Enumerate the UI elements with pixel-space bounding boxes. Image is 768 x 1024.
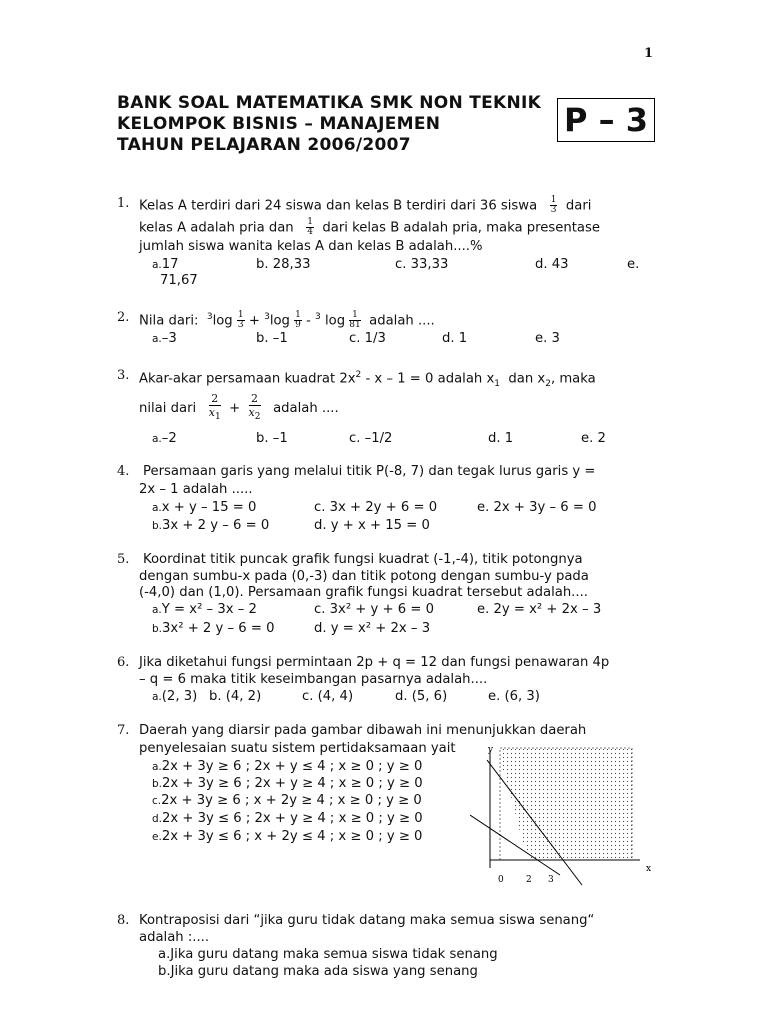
q7-option-c: c.2x + 3y ≥ 6 ; x + 2y ≥ 4 ; x ≥ 0 ; y ≥ 0 <box>152 793 422 808</box>
q8-line-1: Kontraposisi dari “jika guru tidak datang maka semua siswa senang“ <box>139 913 595 928</box>
q2-option-d: d. 1 <box>442 331 468 346</box>
q7-option-d: d.2x + 3y ≤ 6 ; 2x + y ≥ 4 ; x ≥ 0 ; y ≥ 0 <box>152 811 423 826</box>
q4-line-2: 2x – 1 adalah ..... <box>139 482 253 497</box>
q7-line-1: Daerah yang diarsir pada gambar dibawah ini menunjukkan daerah <box>139 723 587 738</box>
q6-line-2: – q = 6 maka titik keseimbangan pasarnya adalah.... <box>139 672 488 687</box>
graph-label-0: 0 <box>498 875 504 885</box>
q7-option-b: b.2x + 3y ≥ 6 ; 2x + y ≥ 4 ; x ≥ 0 ; y ≥ 0 <box>152 776 423 791</box>
q1-option-e: e. <box>627 257 640 272</box>
q3-option-c: c. –1/2 <box>349 431 393 446</box>
page-number: 1 <box>644 46 654 61</box>
q8-option-a: a.Jika guru datang maka semua siswa tidak senang <box>158 947 498 962</box>
graph-label-3: 3 <box>548 875 554 885</box>
q3-line-1: Akar-akar persamaan kuadrat $2x^2 - x - 1 = 0$ adalah $x_1$ dan $x_2$, maka <box>139 370 596 390</box>
q7-option-a: a.2x + 3y ≥ 6 ; 2x + y ≤ 4 ; x ≥ 0 ; y ≥ 0 <box>152 759 423 774</box>
q6-option-e: e. (6, 3) <box>488 689 540 704</box>
q2-option-c: c. 1/3 <box>349 331 386 346</box>
q1-option-b: b. 28,33 <box>256 257 311 272</box>
q5-option-b: b.3x² + 2 y – 6 = 0 <box>152 621 275 636</box>
q1-line-1: Kelas A terdiri dari 24 siswa dan kelas B terdiri dari 36 siswa $\frac{1}{3}$ dari <box>139 195 592 215</box>
q3-option-e: e. 2 <box>581 431 606 446</box>
q5-line-2: dengan sumbu-x pada (0,-3) dan titik potong dengan sumbu-y pada <box>139 569 589 584</box>
q6-option-d: d. (5, 6) <box>395 689 448 704</box>
q5-option-c: c. 3x² + y + 6 = 0 <box>314 602 435 617</box>
q4-number: 4. <box>117 464 130 479</box>
q2-line-1: Nila dari: $^3$log $\frac{1}{3}$ + $^3$log $\frac{1}{9}$ - $^3$ log $\frac{1}{81}$ adalah .... <box>139 309 435 330</box>
q3-line-2: nilai dari $\frac{2}{x_1}$ + $\frac{2}{x_2}$ adalah .... <box>139 391 339 423</box>
q1-fraction-2: $\frac{1}{4}$ <box>307 217 313 237</box>
q6-line-1: Jika diketahui fungsi permintaan 2p + q = 12 dan fungsi penawaran 4p <box>139 655 610 670</box>
q6-option-c: c. (4, 4) <box>302 689 354 704</box>
q7-number: 7. <box>117 723 130 738</box>
q4-option-b: b.3x + 2 y – 6 = 0 <box>152 518 270 533</box>
q5-line-3: (-4,0) dan (1,0). Persamaan grafik fungsi kuadrat tersebut adalah.... <box>139 585 588 600</box>
q2-option-a: a.–3 <box>152 331 177 346</box>
q5-option-a: a.Y = x² – 3x – 2 <box>152 602 257 617</box>
q2-option-b: b. –1 <box>256 331 288 346</box>
paper-code-box: P – 3 <box>557 98 655 142</box>
q1-fraction-1: $\frac{1}{3}$ <box>550 195 557 215</box>
q1-option-a: a.17 <box>152 257 179 272</box>
graph-label-2: 2 <box>526 875 532 885</box>
q4-option-e: e. 2x + 3y – 6 = 0 <box>477 500 597 515</box>
q8-line-2: adalah :.... <box>139 930 210 945</box>
graph-x-label: x <box>646 864 652 874</box>
header-line-1: BANK SOAL MATEMATIKA SMK NON TEKNIK <box>117 93 542 113</box>
q7-line-2: penyelesaian suatu sistem pertidaksamaan yait <box>139 741 456 756</box>
q4-option-a: a.x + y – 15 = 0 <box>152 500 257 515</box>
q4-line-1: Persamaan garis yang melalui titik P(-8, 7) dan tegak lurus garis y = <box>143 464 596 479</box>
q6-option-b: b. (4, 2) <box>209 689 262 704</box>
q6-option-a: a.(2, 3) <box>152 689 198 704</box>
header-line-3: TAHUN PELAJARAN 2006/2007 <box>117 135 411 155</box>
q3-option-a: a.–2 <box>152 431 177 446</box>
q6-number: 6. <box>117 655 130 670</box>
q7-option-e: e.2x + 3y ≤ 6 ; x + 2y ≤ 4 ; x ≥ 0 ; y ≥ 0 <box>152 829 423 844</box>
q4-option-c: c. 3x + 2y + 6 = 0 <box>314 500 438 515</box>
q3-option-d: d. 1 <box>488 431 514 446</box>
q5-number: 5. <box>117 552 130 567</box>
q1-line-3: jumlah siswa wanita kelas A dan kelas B adalah....% <box>139 239 483 254</box>
q1-number: 1. <box>117 196 130 211</box>
q1-option-e-value: 71,67 <box>160 273 198 288</box>
q8-number: 8. <box>117 913 130 928</box>
header-line-2: KELOMPOK BISNIS – MANAJEMEN <box>117 114 441 134</box>
q1-option-d: d. 43 <box>535 257 569 272</box>
q5-option-e: e. 2y = x² + 2x – 3 <box>477 602 602 617</box>
q3-number: 3. <box>117 368 130 383</box>
q3-option-b: b. –1 <box>256 431 288 446</box>
q4-option-d: d. y + x + 15 = 0 <box>314 518 430 533</box>
q1-option-c: c. 33,33 <box>395 257 449 272</box>
graph-y-label: y <box>488 745 494 755</box>
q2-number: 2. <box>117 310 130 325</box>
q2-option-e: e. 3 <box>535 331 560 346</box>
q5-line-1: Koordinat titik puncak grafik fungsi kuadrat (-1,-4), titik potongnya <box>143 552 583 567</box>
q8-option-b: b.Jika guru datang maka ada siswa yang senang <box>158 964 478 979</box>
q7-graph <box>470 740 662 890</box>
q1-line-2: kelas A adalah pria dan $\frac{1}{4}$ dari kelas B adalah pria, maka presentase <box>139 217 600 237</box>
q5-option-d: d. y = x² + 2x – 3 <box>314 621 431 636</box>
